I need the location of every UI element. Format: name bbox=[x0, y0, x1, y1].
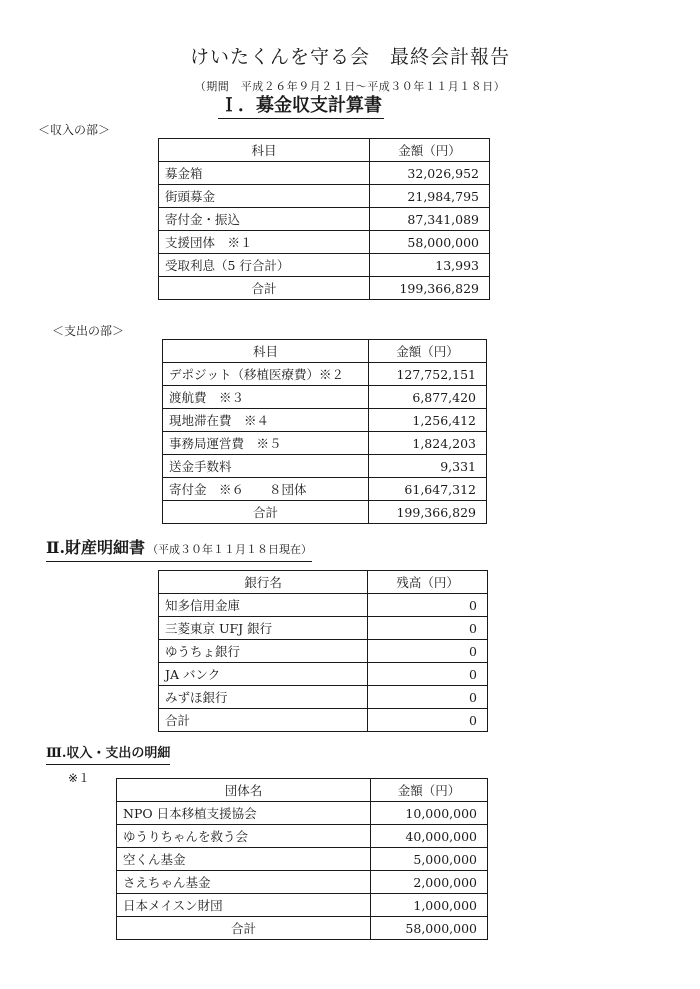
total-row bbox=[117, 917, 488, 940]
section1-heading: Ｉ．募金収支計算書 bbox=[218, 95, 384, 119]
column-header-item: 科目 bbox=[159, 139, 370, 162]
note-mark-1: ※１ bbox=[68, 771, 91, 785]
column-header-bank: 銀行名 bbox=[159, 571, 368, 594]
table-header-row bbox=[117, 779, 488, 802]
table-header-row bbox=[163, 340, 487, 363]
row-amount: 2,000,000 bbox=[371, 871, 488, 894]
row-item: 支援団体 ※１ bbox=[159, 231, 370, 254]
row-amount: 40,000,000 bbox=[371, 825, 488, 848]
table-row bbox=[159, 594, 488, 617]
column-header-group: 団体名 bbox=[117, 779, 371, 802]
section3-heading: Ⅲ.収入・支出の明細 bbox=[46, 745, 170, 765]
row-item: 事務局運営費 ※５ bbox=[163, 432, 369, 455]
table-row bbox=[163, 386, 487, 409]
table-row bbox=[117, 894, 488, 917]
section2-date-note: （平成３０年１１月１８日現在） bbox=[147, 543, 313, 556]
row-item: さえちゃん基金 bbox=[117, 871, 371, 894]
total-label: 合計 bbox=[159, 709, 368, 732]
table-header-row bbox=[159, 139, 490, 162]
total-amount: 0 bbox=[368, 709, 488, 732]
row-item: ゆうちょ銀行 bbox=[159, 640, 368, 663]
table-row bbox=[159, 254, 490, 277]
table-row bbox=[159, 663, 488, 686]
table-row bbox=[163, 363, 487, 386]
table-row bbox=[159, 640, 488, 663]
row-amount: 127,752,151 bbox=[369, 363, 487, 386]
column-header-amount: 金額（円） bbox=[370, 139, 490, 162]
table-row bbox=[163, 478, 487, 501]
row-amount: 1,824,203 bbox=[369, 432, 487, 455]
row-amount: 0 bbox=[368, 594, 488, 617]
row-amount: 6,877,420 bbox=[369, 386, 487, 409]
total-row bbox=[159, 277, 490, 300]
table-row bbox=[159, 617, 488, 640]
column-header-amount: 金額（円） bbox=[369, 340, 487, 363]
expense-table bbox=[162, 339, 487, 524]
row-item: 渡航費 ※３ bbox=[163, 386, 369, 409]
report-period: （期間 平成２６年９月２１日～平成３０年１１月１８日） bbox=[194, 80, 506, 93]
row-amount: 1,000,000 bbox=[371, 894, 488, 917]
table-row bbox=[159, 686, 488, 709]
total-row bbox=[159, 709, 488, 732]
table-row bbox=[159, 231, 490, 254]
row-amount: 0 bbox=[368, 686, 488, 709]
row-amount: 0 bbox=[368, 663, 488, 686]
row-item: 空くん基金 bbox=[117, 848, 371, 871]
report-title: けいたくんを守る会 最終会計報告 bbox=[189, 46, 510, 68]
row-item: 受取利息（5 行合計） bbox=[159, 254, 370, 277]
table-row bbox=[163, 455, 487, 478]
table-row bbox=[117, 871, 488, 894]
row-amount: 32,026,952 bbox=[370, 162, 490, 185]
row-amount: 0 bbox=[368, 640, 488, 663]
total-amount: 199,366,829 bbox=[369, 501, 487, 524]
row-item: 三菱東京 UFJ 銀行 bbox=[159, 617, 368, 640]
row-amount: 0 bbox=[368, 617, 488, 640]
total-amount: 58,000,000 bbox=[371, 917, 488, 940]
section2-heading bbox=[46, 538, 312, 562]
total-label: 合計 bbox=[163, 501, 369, 524]
row-amount: 1,256,412 bbox=[369, 409, 487, 432]
row-item: 知多信用金庫 bbox=[159, 594, 368, 617]
income-section-label: ＜収入の部＞ bbox=[38, 123, 111, 137]
table-header-row bbox=[159, 571, 488, 594]
table-row bbox=[117, 825, 488, 848]
total-label: 合計 bbox=[159, 277, 370, 300]
table-row bbox=[163, 409, 487, 432]
support-groups-table bbox=[116, 778, 488, 940]
row-amount: 5,000,000 bbox=[371, 848, 488, 871]
total-row bbox=[163, 501, 487, 524]
row-item: ゆうりちゃんを救う会 bbox=[117, 825, 371, 848]
total-amount: 199,366,829 bbox=[370, 277, 490, 300]
row-item: 募金箱 bbox=[159, 162, 370, 185]
row-item: 日本メイスン財団 bbox=[117, 894, 371, 917]
row-amount: 9,331 bbox=[369, 455, 487, 478]
row-item: NPO 日本移植支援協会 bbox=[117, 802, 371, 825]
total-label: 合計 bbox=[117, 917, 371, 940]
row-amount: 21,984,795 bbox=[370, 185, 490, 208]
table-row bbox=[117, 848, 488, 871]
row-item: 送金手数料 bbox=[163, 455, 369, 478]
column-header-item: 科目 bbox=[163, 340, 369, 363]
expense-section-label: ＜支出の部＞ bbox=[52, 324, 125, 338]
row-amount: 61,647,312 bbox=[369, 478, 487, 501]
income-table bbox=[158, 138, 490, 300]
row-item: みずほ銀行 bbox=[159, 686, 368, 709]
row-item: 現地滞在費 ※４ bbox=[163, 409, 369, 432]
table-row bbox=[159, 185, 490, 208]
row-item: 寄付金・振込 bbox=[159, 208, 370, 231]
row-item: 寄付金 ※６ ８団体 bbox=[163, 478, 369, 501]
assets-table bbox=[158, 570, 488, 732]
row-item: 街頭募金 bbox=[159, 185, 370, 208]
table-row bbox=[163, 432, 487, 455]
row-amount: 13,993 bbox=[370, 254, 490, 277]
row-amount: 10,000,000 bbox=[371, 802, 488, 825]
column-header-amount: 金額（円） bbox=[371, 779, 488, 802]
table-row bbox=[159, 208, 490, 231]
row-item: デポジット（移植医療費）※２ bbox=[163, 363, 369, 386]
row-amount: 58,000,000 bbox=[370, 231, 490, 254]
row-item: JA バンク bbox=[159, 663, 368, 686]
row-amount: 87,341,089 bbox=[370, 208, 490, 231]
table-row bbox=[117, 802, 488, 825]
table-row bbox=[159, 162, 490, 185]
section2-title: Ⅱ.財産明細書 bbox=[46, 538, 146, 557]
column-header-balance: 残高（円） bbox=[368, 571, 488, 594]
